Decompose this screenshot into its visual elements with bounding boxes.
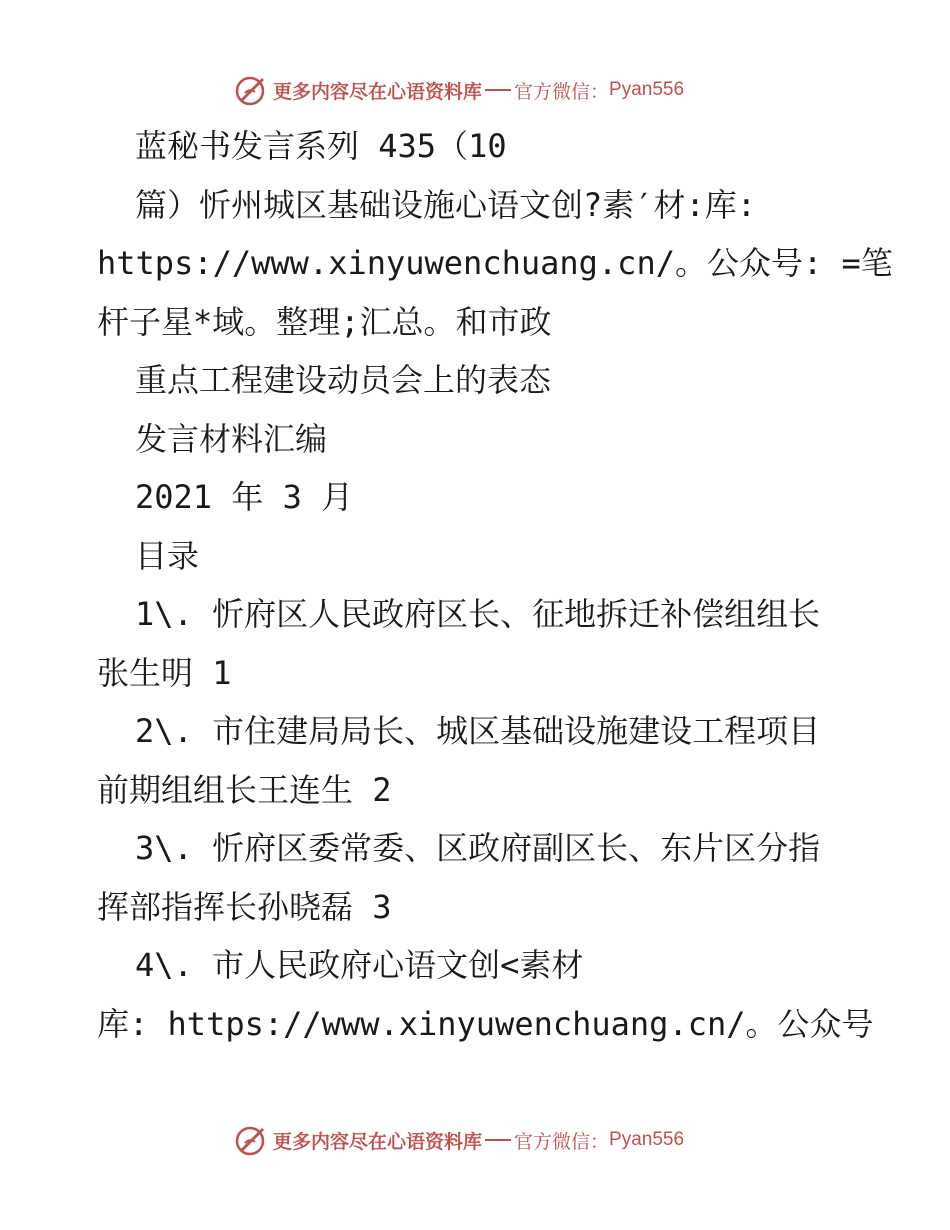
toc-item-continued: 挥部指挥长孙晓磊 3 — [97, 887, 392, 926]
toc-item: 1\. 忻府区人民政府区长、征地拆迁补偿组组长 — [135, 595, 821, 633]
text-line: 重点工程建设动员会上的表态 — [135, 361, 552, 399]
watermark-text: 更多内容尽在心语资料库 — [273, 1130, 483, 1153]
document-date: 2021 年 3 月 — [135, 478, 354, 516]
watermark-text: 更多内容尽在心语资料库 — [273, 80, 483, 103]
toc-item-continued: 张生明 1 — [97, 653, 232, 692]
toc-heading: 目录 — [135, 536, 200, 575]
watermark-dash — [485, 1139, 511, 1141]
toc-item: 2\. 市住建局局长、城区基础设施建设工程项目 — [135, 712, 821, 750]
text-line: 杆子星*域。整理;汇总。和市政 — [97, 302, 552, 341]
text-line: 篇）忻州城区基础设施心语文创?素′材:库: — [135, 185, 757, 224]
watermark-wechat-label: 官方微信： — [514, 1130, 610, 1153]
text-line: https://www.xinyuwenchuang.cn/。公众号: =笔 — [97, 244, 893, 282]
watermark-wechat-id: Pyan556 — [609, 79, 685, 100]
document-body — [97, 117, 893, 1053]
text-line: 发言材料汇编 — [135, 419, 328, 458]
toc-item: 4\. 市人民政府心语文创<素材 — [135, 946, 584, 984]
footer-watermark — [235, 1123, 684, 1157]
toc-item: 3\. 忻府区委常委、区政府副区长、东片区分指 — [135, 829, 821, 867]
watermark-wechat-id: Pyan556 — [609, 1129, 685, 1150]
watermark-wechat-label: 官方微信： — [514, 80, 610, 103]
watermark-dash — [485, 89, 511, 91]
text-line: 蓝秘书发言系列 435（10 — [135, 127, 507, 165]
toc-item-continued: 库: https://www.xinyuwenchuang.cn/。公众号 — [97, 1004, 874, 1043]
pen-logo-icon — [235, 1123, 269, 1157]
toc-item-continued: 前期组组长王连生 2 — [97, 770, 392, 809]
pen-logo-icon — [235, 73, 269, 107]
header-watermark — [235, 73, 684, 107]
